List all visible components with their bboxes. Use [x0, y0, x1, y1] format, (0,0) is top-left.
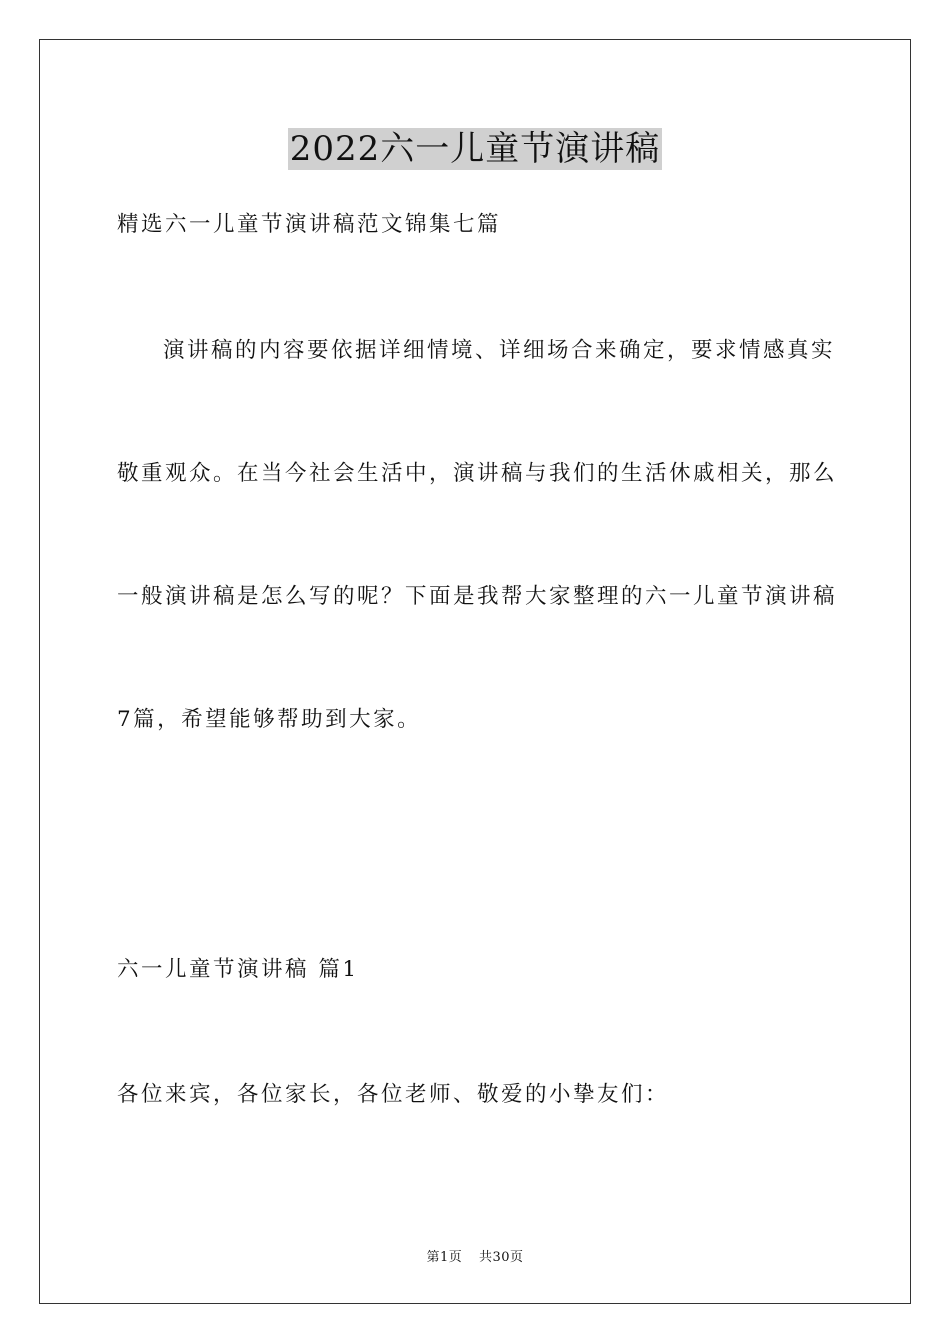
salutation-line: 各位来宾，各位家长，各位老师、敬爱的小挚友们：	[117, 1082, 670, 1107]
page-total: 共30页	[478, 1250, 524, 1265]
title-container	[0, 128, 950, 170]
intro-line-4: 7篇，希望能够帮助到大家。	[117, 707, 422, 732]
document-title: 2022六一儿童节演讲稿	[289, 129, 661, 169]
document-subtitle: 精选六一儿童节演讲稿范文锦集七篇	[117, 212, 502, 237]
page-number: 第1页	[426, 1250, 463, 1265]
intro-line-3: 一般演讲稿是怎么写的呢？下面是我帮大家整理的六一儿童节演讲稿	[117, 584, 838, 609]
intro-line-1: 演讲稿的内容要依据详细情境、详细场合来确定，要求情感真实	[163, 338, 836, 363]
page-footer	[0, 1246, 950, 1265]
section-heading: 六一儿童节演讲稿 篇1	[117, 957, 359, 982]
intro-line-2: 敬重观众。在当今社会生活中，演讲稿与我们的生活休戚相关，那么	[117, 461, 838, 486]
